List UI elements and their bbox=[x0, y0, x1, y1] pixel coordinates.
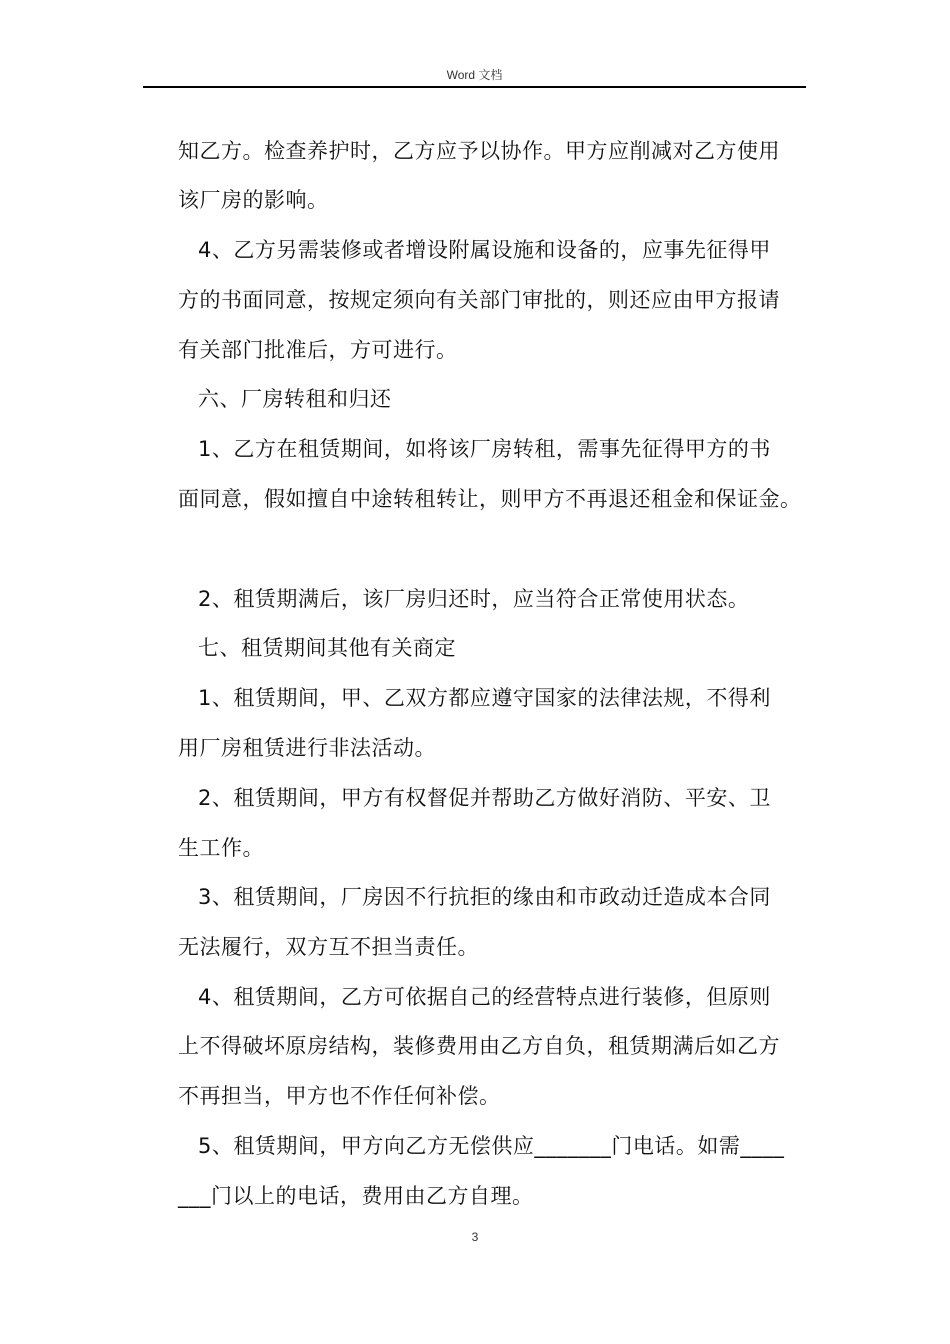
section-heading: 七、租赁期间其他有关商定 bbox=[198, 636, 456, 660]
paragraph-line: 上不得破坏原房结构，装修费用由乙方自负，租赁期满后如乙方 bbox=[178, 1034, 780, 1058]
paragraph-line: 4、乙方另需装修或者增设附属设施和设备的，应事先征得甲 bbox=[198, 238, 771, 262]
paragraph-line: 生工作。 bbox=[178, 836, 264, 860]
paragraph-line: 无法履行，双方互不担当责任。 bbox=[178, 935, 479, 959]
page-number: 3 bbox=[471, 1230, 479, 1244]
paragraph-line: ___门以上的电话，费用由乙方自理。 bbox=[178, 1184, 534, 1208]
paragraph-line: 有关部门批准后，方可进行。 bbox=[178, 338, 458, 362]
paragraph-line: 3、租赁期间，厂房因不行抗拒的缘由和市政动迁造成本合同 bbox=[198, 885, 771, 909]
paragraph-line: 用厂房租赁进行非法活动。 bbox=[178, 736, 436, 760]
section-heading: 六、厂房转租和归还 bbox=[198, 387, 392, 411]
paragraph-line: 1、乙方在租赁期间，如将该厂房转租，需事先征得甲方的书 bbox=[198, 437, 771, 461]
paragraph-line: 面同意，假如擅自中途转租转让，则甲方不再退还租金和保证金。 bbox=[178, 487, 802, 511]
paragraph-line: 5、租赁期间，甲方向乙方无偿供应_______门电话。如需____ bbox=[198, 1134, 785, 1158]
page-header: Word 文档 bbox=[446, 68, 503, 82]
paragraph-line: 4、租赁期间，乙方可依据自己的经营特点进行装修，但原则 bbox=[198, 985, 771, 1009]
paragraph-line: 不再担当，甲方也不作任何补偿。 bbox=[178, 1084, 501, 1108]
paragraph-line: 该厂房的影响。 bbox=[178, 188, 329, 212]
paragraph-line: 2、租赁期满后，该厂房归还时，应当符合正常使用状态。 bbox=[198, 587, 750, 611]
paragraph-line: 2、租赁期间，甲方有权督促并帮助乙方做好消防、平安、卫 bbox=[198, 786, 771, 810]
header-divider bbox=[143, 86, 806, 88]
paragraph-line: 知乙方。检查养护时，乙方应予以协作。甲方应削减对乙方使用 bbox=[178, 139, 780, 163]
paragraph-line: 1、租赁期间，甲、乙双方都应遵守国家的法律法规，不得利 bbox=[198, 686, 771, 710]
paragraph-line: 方的书面同意，按规定须向有关部门审批的，则还应由甲方报请 bbox=[178, 288, 780, 312]
